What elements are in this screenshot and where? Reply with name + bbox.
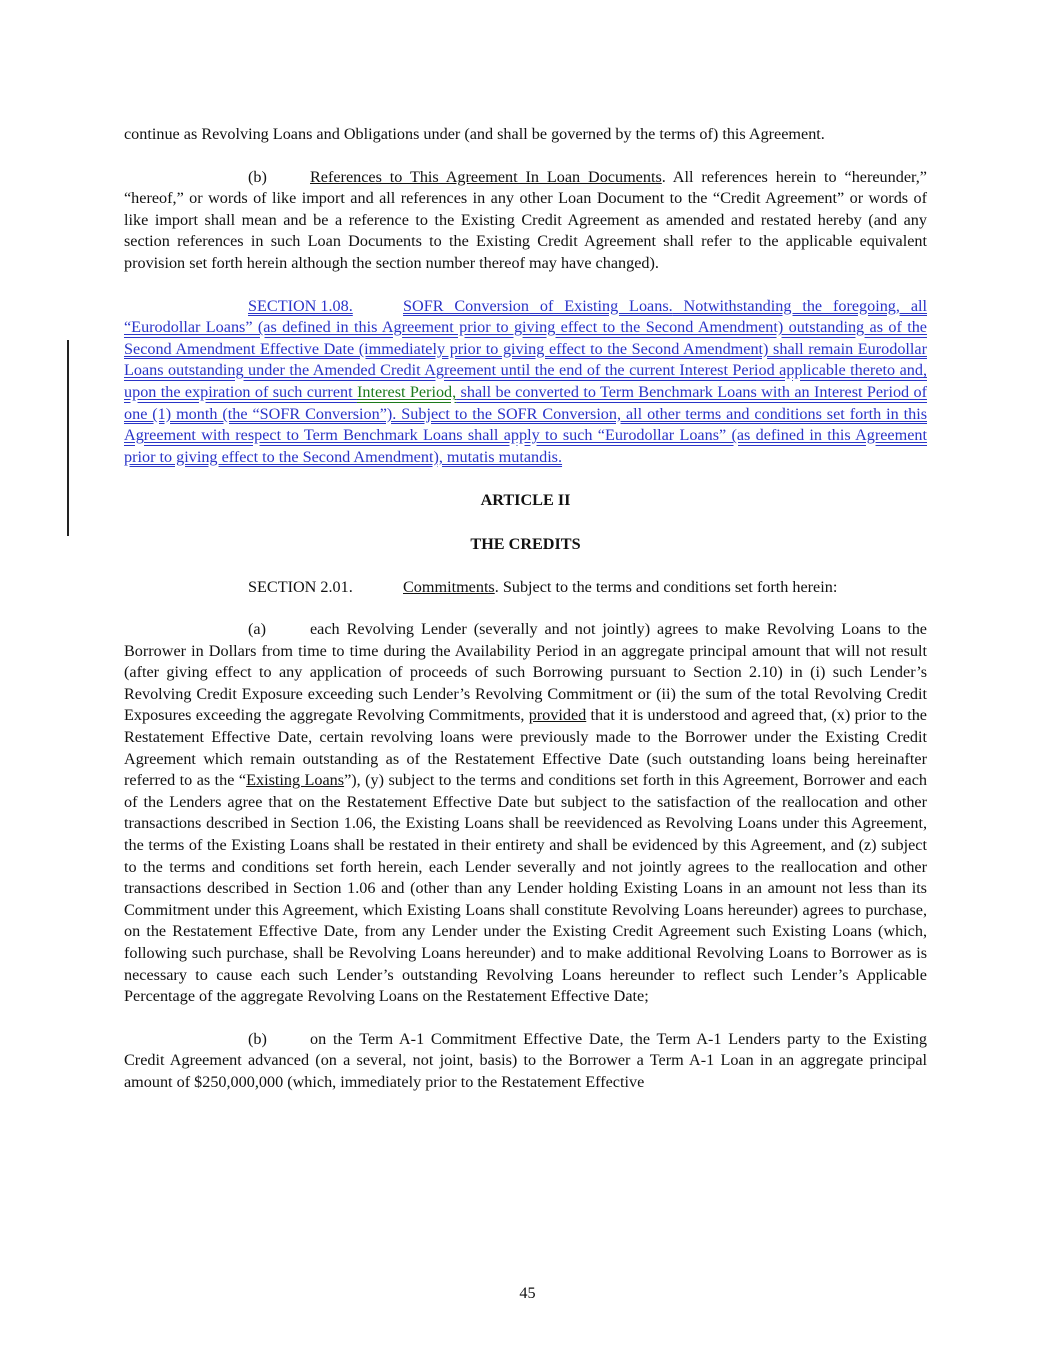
article-subtitle: THE CREDITS [470, 534, 581, 553]
section-heading: SOFR Conversion of Existing Loans. [403, 296, 673, 315]
section-text-part2: shall be converted to Term Benchmark Loans with an Interest Period of one (1) month (the “SOFR Conversion”). Subject to the SOFR Conversion, all other terms and conditions set forth in this Agreement with respect to Term Benchmark Loans shall apply to such “Eurodollar Loans” (as defined in this Agreement prior to giving effect to the Second Amendment), mutatis mutandis. [124, 382, 927, 466]
paragraph-heading: References to This Agreement In Loan Documents [310, 167, 662, 186]
section-text-part1: Notwithstanding the foregoing, all “Eurodollar Loans” (as defined in this Agreement prior to giving effect to the Second Amendment) outstanding as of the Second Amendment Effective Date (immediately prior to giving effect to the Second Amendment) shall remain Eurodollar Loans outstanding under the Amended Credit Agreement until the end of the current Interest Period applicable thereto and, upon the expiration of such current [124, 296, 927, 401]
paragraph-label: (b) [248, 1029, 267, 1048]
paragraph-label: (b) [248, 167, 267, 186]
paragraph-text-part2: that it is understood and agreed that, (x) prior to the Restatement Effective Date, certain revolving loans were previously made to the Borrower under the Existing Credit Agreement which remain outstanding as of the Restatement Effective Date (such outstanding loans being hereinafter referred to as the “ [124, 706, 927, 790]
provided-term: provided [528, 706, 587, 725]
moved-text: Interest Period, [356, 382, 457, 401]
section-1-08-paragraph [124, 296, 927, 469]
section-number: SECTION 2.01. [248, 577, 353, 596]
section-text: . Subject to the terms and conditions set forth herein: [494, 577, 838, 596]
section-heading: Commitments [403, 577, 495, 596]
paragraph-text-part3: ”), (y) subject to the terms and conditions set forth in this Agreement, Borrower and each of the Lenders agree that on the Restatement Effective Date but subject to the satisfaction of the reallocation and other transactions described in Section 1.06, the Existing Loans shall be reevidenced as Revolving Loans under this Agreement, the terms of the Existing Loans shall be restated in their entirety and shall be evidenced by this Agreement, and (z) subject to the terms and conditions set forth herein, each Lender severally and not jointly agrees to the reallocation and other transactions described in Section 1.06 and (other than any Lender holding Existing Loans in an amount not less than its Commitment under this Agreement, which Existing Loans shall constitute Revolving Loans hereunder) agrees to purchase, on the Restatement Effective Date, from any Lender under the Existing Credit Agreement such Existing Loans (which, following such purchase, shall be Revolving Loans hereunder) and to make additional Revolving Loans to Borrower as is necessary to cause each such Lender’s outstanding Revolving Loans hereunder to reflect such Lender’s Applicable Percentage of the aggregate Revolving Loans on the Restatement Effective Date; [124, 771, 927, 1006]
section-2-01-paragraph [124, 577, 927, 599]
page-number: 45 [519, 1284, 536, 1302]
paragraph-a-commitments [124, 619, 927, 1008]
existing-loans-term: Existing Loans [246, 771, 345, 790]
section-number: SECTION 1.08. [248, 296, 353, 315]
article-title: ARTICLE II [480, 491, 571, 510]
paragraph-b-references [124, 167, 927, 275]
document-page [124, 124, 927, 1094]
revision-change-bar [67, 340, 69, 536]
paragraph-b-term-loans [124, 1029, 927, 1094]
paragraph-label: (a) [248, 620, 266, 639]
intro-paragraph: continue as Revolving Loans and Obligations under (and shall be governed by the terms of) this Agreement. [124, 125, 825, 143]
paragraph-text: . All references herein to “hereunder,” “hereof,” or words of like import and all references in any other Loan Document to the “Credit Agreement” or words of like import shall mean and be a reference to the Existing Credit Agreement as amended and restated hereby (and any section references in such Loan Documents to the Existing Credit Agreement shall refer to the applicable equivalent provision set forth herein although the section number thereof may have changed). [124, 167, 927, 272]
paragraph-text: on the Term A-1 Commitment Effective Date, the Term A-1 Lenders party to the Existing Credit Agreement advanced (on a several, not joint, basis) to the Borrower a Term A-1 Loan in an aggregate principal amount of $250,000,000 (which, immediately prior to the Restatement Effective [124, 1029, 927, 1091]
paragraph-text-part1: each Revolving Lender (severally and not jointly) agrees to make Revolving Loans to the Borrower in Dollars from time to time during the Availability Period in an aggregate principal amount that will not result (after giving effect to any application of proceeds of such Borrowing pursuant to Section 2.10) in (i) such Lender’s Revolving Credit Exposure exceeding such Lender’s Revolving Commitment or (ii) the sum of the total Revolving Credit Exposures exceeding the aggregate Revolving Commitments, [124, 620, 927, 725]
